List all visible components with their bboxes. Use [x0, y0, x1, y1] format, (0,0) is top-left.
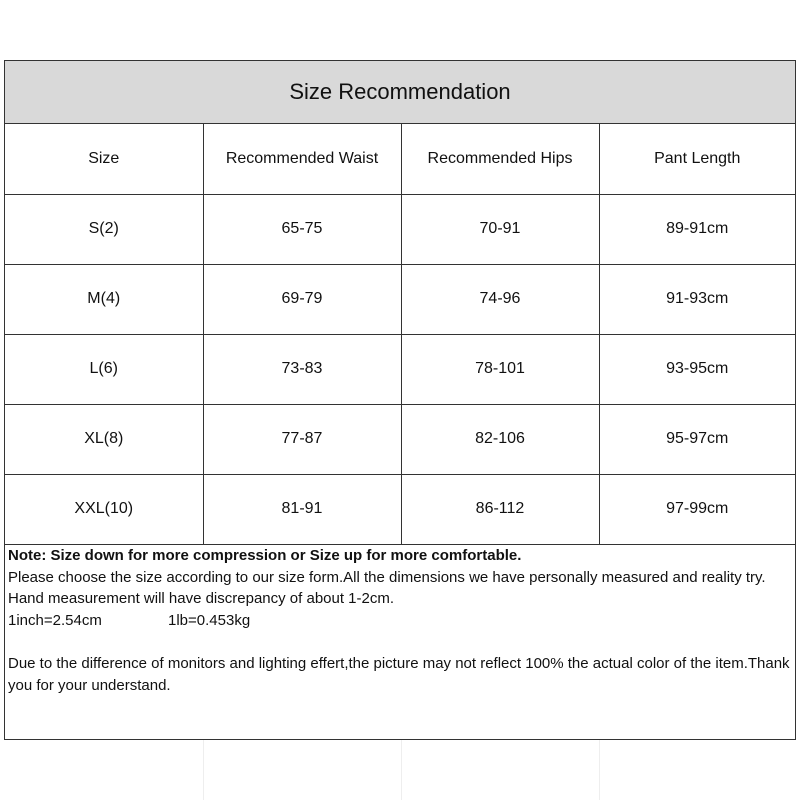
table-cell: S(2)	[5, 194, 203, 264]
table-cell: M(4)	[5, 264, 203, 334]
lb-conversion: 1lb=0.453kg	[168, 611, 251, 629]
table-cell: XXL(10)	[5, 474, 203, 544]
size-chart	[4, 60, 796, 740]
table-cell: 74-96	[401, 264, 599, 334]
inch-conversion: 1inch=2.54cm	[8, 611, 102, 629]
table-cell: 82-106	[401, 404, 599, 474]
table-row	[5, 194, 795, 264]
notes-section	[5, 544, 795, 696]
table-cell: 97-99cm	[599, 474, 795, 544]
table-row	[5, 334, 795, 404]
divider	[203, 740, 204, 800]
note-line-discrepancy: Hand measurement will have discrepancy of about 1-2cm.	[8, 590, 395, 607]
chart-title: Size Recommendation	[5, 61, 795, 124]
header-cell-waist: Recommended Waist	[203, 124, 401, 194]
faint-grid-lines	[0, 740, 800, 800]
spacer	[8, 631, 791, 653]
color-disclaimer: Due to the difference of monitors and lighting effert,the picture may not reflect 100% the actual color of the item.Thank you for your understand.	[8, 655, 790, 694]
table-cell: 73-83	[203, 334, 401, 404]
table-cell: 65-75	[203, 194, 401, 264]
table-cell: 95-97cm	[599, 404, 795, 474]
table-row	[5, 474, 795, 544]
header-cell-length: Pant Length	[599, 124, 795, 194]
table-cell: 70-91	[401, 194, 599, 264]
divider	[599, 740, 600, 800]
table-header-row	[5, 124, 795, 194]
table-cell: 86-112	[401, 474, 599, 544]
divider	[401, 740, 402, 800]
table-row	[5, 264, 795, 334]
table-cell: 81-91	[203, 474, 401, 544]
bold-note: Note: Size down for more compression or Size up for more comfortable.	[8, 547, 522, 564]
table-cell: 91-93cm	[599, 264, 795, 334]
table-cell: L(6)	[5, 334, 203, 404]
unit-conversions	[8, 610, 791, 632]
table-cell: 78-101	[401, 334, 599, 404]
table-cell: 69-79	[203, 264, 401, 334]
table-cell: 93-95cm	[599, 334, 795, 404]
note-line-measure: Please choose the size according to our size form.All the dimensions we have personally measured and reality try.	[8, 568, 766, 586]
header-cell-hips: Recommended Hips	[401, 124, 599, 194]
header-cell-size: Size	[5, 124, 203, 194]
table-row	[5, 404, 795, 474]
table-cell: 89-91cm	[599, 194, 795, 264]
table-cell: 77-87	[203, 404, 401, 474]
table-cell: XL(8)	[5, 404, 203, 474]
size-table	[5, 124, 795, 545]
